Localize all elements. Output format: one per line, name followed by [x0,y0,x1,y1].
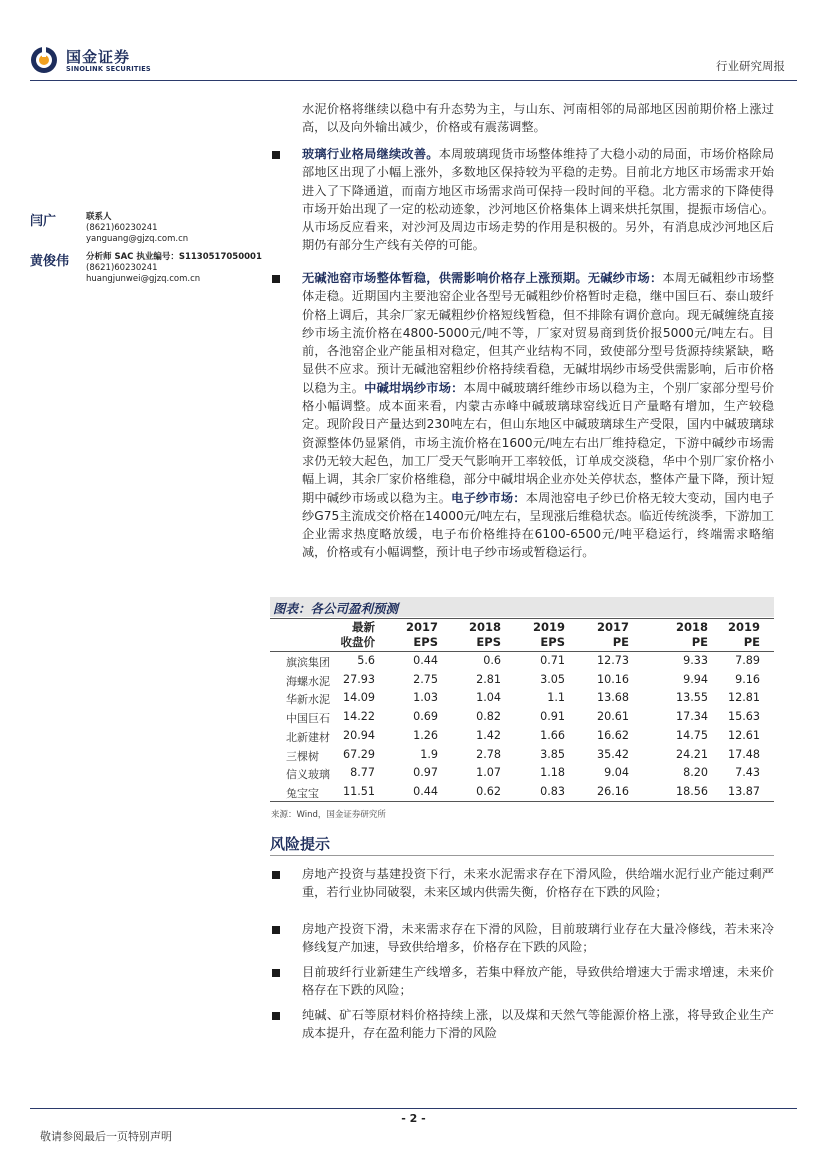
footer-disclaimer: 敬请参阅最后一页特别声明 [40,1130,172,1143]
risk-item: 房地产投资与基建投资下行，未来水泥需求存在下滑风险，供给端水泥行业产能过剩严重，若行业协同破裂，未来区域内供需失衡，价格存在下跌的风险； [302,867,774,900]
table-cell: 15.63 [727,710,760,724]
table-header-cell: 2018 [468,620,501,634]
table-cell: 9.33 [683,654,708,667]
analyst-name: 闫广 [30,214,57,229]
table-header-cell: EPS [540,635,565,649]
logo-cn-text: 国金证券 [66,48,131,66]
table-header-cell: EPS [413,635,438,649]
intro-paragraph: 水泥价格将继续以稳中有升态势为主，与山东、河南相邻的局部地区因前期价格上涨过高，以及向外输出减少，价格或有震荡调整。 [302,102,774,135]
logo-en-text: SINOLINK SECURITIES [66,65,151,73]
analyst-role: 分析师 SAC 执业编号：S1130517050001 [86,252,262,262]
table-cell: 14.09 [342,691,375,705]
table-cell: 0.44 [413,784,438,798]
glass-title: 玻璃行业格局继续改善。 [302,147,439,161]
table-cell: 0.69 [413,710,438,724]
table-cell: 12.61 [727,728,760,742]
table-cell: 9.04 [604,766,629,780]
table-cell: 9.16 [735,672,760,686]
glass-body: 本周玻璃现货市场整体维持了大稳小动的局面，市场价格除局部地区出现了小幅上涨外，多数地区保持较为平稳的走势。目前北方地区市场需求开始进入了下降通道，而南方地区市场需求尚可保持一段时间的平稳。北方需求的下降使得市场开始出现了一定的松动迹象，沙河地区价格集体上调来烘托氛围，提振市场信心。从市场反应看来，对沙河及周边市场走势的作用是积极的。另外，有消息成沙河地区后期仍有部分生产线有关停的可能。 [302,147,775,253]
analyst-phone: (8621)60230241 [86,223,158,234]
company-name-cell: 兔宝宝 [286,786,319,800]
table-header-cell: 收盘价 [340,635,375,649]
company-name-cell: 信义玻璃 [286,768,330,782]
table-cell: 20.94 [342,728,375,742]
table-cell: 7.43 [735,766,760,780]
page-number: - 2 - [401,1112,426,1125]
risk-section-title: 风险提示 [270,835,331,853]
table-cell: 1.18 [540,766,565,780]
table-cell: 1.42 [476,728,501,742]
table-cell: 17.34 [675,710,708,724]
analyst-role: 联系人 [86,212,112,222]
fiber-sub3: 电子纱市场： [451,490,526,505]
bullet-square-icon [272,871,280,879]
risk-item: 房地产投资下滑，未来需求存在下滑的风险，目前玻璃行业存在大量冷修线，若未来冷修线复产加速，导致供给增多，价格存在下跌的风险； [302,922,774,955]
table-title: 图表：各公司盈利预测 [273,601,399,616]
table-cell: 16.62 [596,728,629,742]
fiber-sub2: 中碱坩埚纱市场： [364,380,464,395]
table-cell: 26.16 [596,784,629,798]
table-cell: 18.56 [675,784,708,798]
company-name-cell: 北新建材 [286,730,330,744]
bullet-square-icon [272,151,280,159]
table-header-cell: 2017 [405,620,438,634]
analyst-phone: (8621)60230241 [86,263,158,274]
bullet-square-icon [272,275,280,283]
analyst-info [86,212,188,246]
table-bottom-rule [270,801,774,802]
table-cell: 24.21 [675,747,708,761]
fiber-body1: 本周无碱粗纱市场整体走稳。近期国内主要池窑企业各型号无碱粗纱价格暂时走稳，继中国巨石、泰山玻纤价格上调后，其余厂家无碱粗纱价格短线暂稳，但不排除有调价意向。现无碱缠绕直接纱市场主流价格在4800-5000元/吨不等，厂家对贸易商到货价报5000元/吨左右。目前，各池窑企业产能虽相对稳定，但其产业结构不同，致使部分型号货源持续紧缺，略显供不应求。预计无碱池窑粗纱价格持续看稳，无碱坩埚纱市场受供需影响，后市价格以稳为主。 [302,271,775,395]
table-cell: 0.71 [540,654,565,667]
table-header-cell: 2018 [675,620,708,634]
table-cell: 1.9 [420,747,438,761]
table-cell: 14.22 [342,710,375,724]
table-cell: 7.89 [735,654,760,667]
company-name-cell: 三棵树 [286,749,319,763]
table-cell: 0.44 [413,654,438,667]
analyst-info [86,252,262,286]
header-divider [30,80,797,81]
table-cell: 0.62 [476,784,501,798]
sinolink-logo-icon [30,46,58,74]
table-cell: 1.07 [476,766,501,780]
table-cell: 3.85 [540,747,565,761]
table-cell: 0.6 [483,654,501,667]
table-cell: 8.77 [350,766,375,780]
table-cell: 1.03 [413,691,438,705]
table-cell: 2.81 [476,672,501,686]
table-cell: 67.29 [342,747,375,761]
report-type: 行业研究周报 [716,59,785,73]
table-source: 来源：Wind，国金证券研究所 [271,810,386,820]
table-cell: 0.91 [540,710,565,724]
table-cell: 12.81 [727,691,760,705]
table-cell: 11.51 [342,784,375,798]
table-cell: 0.97 [413,766,438,780]
table-cell: 2.78 [476,747,501,761]
analyst-email[interactable]: yanguang@gjzq.com.cn [86,234,189,245]
bullet-square-icon [272,926,280,934]
table-header-rule [270,651,774,652]
company-name-cell: 中国巨石 [286,712,330,726]
risk-item: 纯碱、矿石等原材料价格持续上涨，以及煤和天然气等能源价格上涨，将导致企业生产成本提升，存在盈利能力下滑的风险 [302,1008,774,1041]
table-cell: 1.04 [476,691,501,705]
table-cell: 1.1 [547,691,565,705]
table-cell: 20.61 [596,710,629,724]
table-cell: 1.66 [540,728,565,742]
table-header-cell: 最新 [352,620,375,634]
risk-item: 目前玻纤行业新建生产线增多，若集中释放产能，导致供给增速大于需求增速，未来价格存在下跌的风险； [302,965,774,998]
table-cell: 9.94 [683,672,708,686]
table-cell: 35.42 [596,747,629,761]
bullet-square-icon [272,1012,280,1020]
table-cell: 13.87 [727,784,760,798]
analyst-name: 黄俊伟 [30,254,70,269]
table-cell: 1.26 [413,728,438,742]
fiber-sub1: 无碱纱市场： [587,271,663,285]
table-header-cell: 2017 [596,620,629,634]
table-cell: 17.48 [727,747,760,761]
table-cell: 27.93 [342,672,375,686]
table-header-cell: 2019 [532,620,565,634]
risk-section-rule [270,855,774,856]
glass-paragraph [302,145,774,255]
bullet-square-icon [272,969,280,977]
fiber-body2: 本周中碱玻璃纤维纱市场以稳为主，个别厂家部分型号价格小幅调整。成本面来看，内蒙古赤峰中碱玻璃球窑线近日产量略有增加，生产较稳定。现阶段日产量达到230吨左右，但山东地区中碱玻璃球生产受限，国内中碱玻璃球资源整体仍显紧俏，市场主流价格在1600元/吨左右出厂维持稳定，下游中碱纱市场需求仍无较大起色，加工厂受天气影响开工率较低，订单成交淡稳，华中个别厂家价格小幅上调，其余厂家价格维稳，部分中碱坩埚企业亦处关停状态，整体产量下降，预计短期中碱纱市场或以稳为主。 [302,380,775,505]
table-cell: 0.83 [540,784,565,798]
table-top-rule [270,618,774,619]
table-cell: 8.20 [683,766,708,780]
company-name-cell: 旗滨集团 [286,656,330,669]
fiber-body3: 本周池窑电子纱已价格无较大变动，国内电子纱G75主流成交价格在14000元/吨左右，呈现涨后维稳状态。临近传统淡季，下游加工企业需求热度略放缓，电子布价格维持在6100-6500元/吨平稳运行，终端需求略缩减，价格或有小幅调整，预计电子纱市场或暂稳运行。 [302,490,775,560]
table-header-cell: PE [743,635,760,649]
table-cell: 5.6 [357,654,375,667]
table-header-cell: PE [612,635,629,649]
table-cell: 0.82 [476,710,501,724]
fiber-paragraph [302,269,774,562]
table-cell: 2.75 [413,672,438,686]
table-cell: 10.16 [596,672,629,686]
table-cell: 13.68 [596,691,629,705]
table-header-cell: EPS [476,635,501,649]
table-cell: 13.55 [675,691,708,705]
company-name-cell: 华新水泥 [286,693,330,707]
company-logo [30,44,155,80]
analyst-email[interactable]: huangjunwei@gjzq.com.cn [86,274,201,285]
footer-divider [30,1108,797,1109]
table-cell: 3.05 [540,672,565,686]
table-header-cell: PE [691,635,708,649]
table-cell: 12.73 [596,654,629,667]
table-cell: 14.75 [675,728,708,742]
table-header-cell: 2019 [727,620,760,634]
company-name-cell: 海螺水泥 [286,674,330,688]
fiber-title: 无碱池窑市场整体暂稳，供需影响价格存上涨预期。 [302,271,588,285]
